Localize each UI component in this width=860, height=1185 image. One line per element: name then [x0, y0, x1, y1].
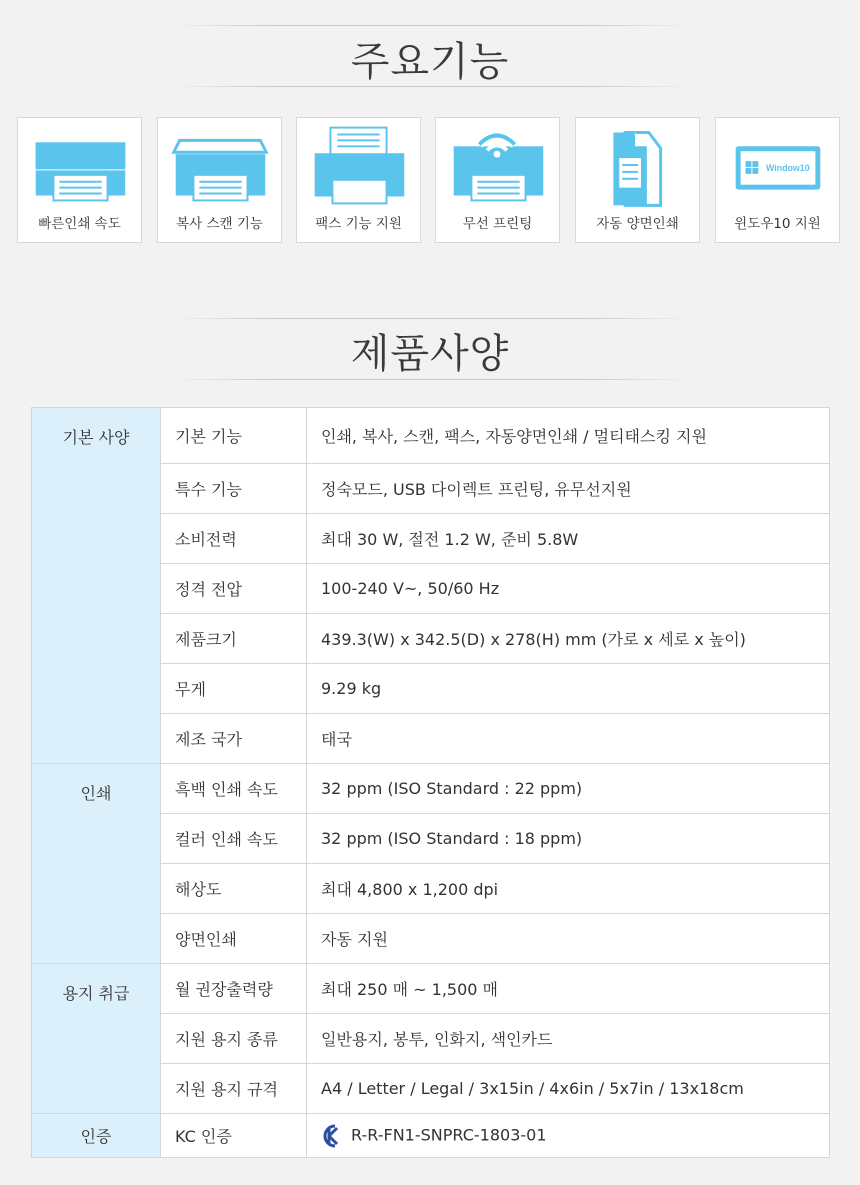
- spec-value: 태국: [307, 714, 830, 764]
- spec-key: 컬러 인쇄 속도: [161, 814, 307, 864]
- features-title: 주요기능: [350, 39, 510, 85]
- spec-key: 양면인쇄: [161, 914, 307, 964]
- table-row: [32, 408, 830, 464]
- spec-value: R-R-FN1-SNPRC-1803-01: [351, 1125, 547, 1144]
- feature-card: [157, 117, 282, 243]
- spec-key: 제품크기: [161, 614, 307, 664]
- spec-category: 용지 취급: [32, 964, 161, 1114]
- spec-key: 특수 기능: [161, 464, 307, 514]
- spec-value: 최대 250 매 ~ 1,500 매: [307, 964, 830, 1014]
- kc-certification-icon: [321, 1123, 343, 1149]
- feature-label: 자동 양면인쇄: [596, 216, 679, 232]
- copy-scan-icon: [158, 118, 281, 213]
- spec-value: 9.29 kg: [307, 664, 830, 714]
- feature-card: [575, 117, 700, 243]
- feature-label: 윈도우10 지원: [734, 216, 821, 232]
- spec-table: [31, 407, 830, 1158]
- spec-value: 32 ppm (ISO Standard : 22 ppm): [307, 764, 830, 814]
- spec-key: 기본 기능: [161, 408, 307, 464]
- spec-key: 제조 국가: [161, 714, 307, 764]
- table-row: [32, 764, 830, 814]
- spec-category: 인쇄: [32, 764, 161, 964]
- feature-card: [17, 117, 142, 243]
- table-row: [32, 964, 830, 1014]
- spec-category: 기본 사양: [32, 408, 161, 764]
- spec-key: 해상도: [161, 864, 307, 914]
- spec-category: 인증: [32, 1114, 161, 1158]
- spec-value: 32 ppm (ISO Standard : 18 ppm): [307, 814, 830, 864]
- duplex-print-icon: [576, 118, 699, 213]
- spec-key: 지원 용지 종류: [161, 1014, 307, 1064]
- spec-value: 인쇄, 복사, 스캔, 팩스, 자동양면인쇄 / 멀티태스킹 지원: [307, 408, 830, 464]
- specs-title: 제품사양: [350, 331, 510, 377]
- title-divider-top: [170, 25, 690, 26]
- spec-value: 100-240 V~, 50/60 Hz: [307, 564, 830, 614]
- table-row: [32, 1114, 830, 1158]
- title-divider-bottom: [170, 86, 690, 87]
- spec-key: 월 권장출력량: [161, 964, 307, 1014]
- spec-key: KC 인증: [161, 1114, 307, 1158]
- spec-value: 일반용지, 봉투, 인화지, 색인카드: [307, 1014, 830, 1064]
- feature-card: [715, 117, 840, 243]
- spec-value: 자동 지원: [307, 914, 830, 964]
- wireless-print-icon: [436, 118, 559, 213]
- spec-key: 소비전력: [161, 514, 307, 564]
- feature-card: [435, 117, 560, 243]
- feature-label: 빠른인쇄 속도: [38, 216, 121, 232]
- spec-value: 439.3(W) x 342.5(D) x 278(H) mm (가로 x 세로 x 높이): [307, 614, 830, 664]
- spec-value: 최대 30 W, 절전 1.2 W, 준비 5.8W: [307, 514, 830, 564]
- spec-key: 흑백 인쇄 속도: [161, 764, 307, 814]
- title-divider-top: [170, 318, 690, 319]
- spec-value: 최대 4,800 x 1,200 dpi: [307, 864, 830, 914]
- feature-label: 무선 프린팅: [462, 216, 533, 232]
- fast-print-icon: [18, 118, 141, 213]
- spec-value: A4 / Letter / Legal / 3x15in / 4x6in / 5x7in / 13x18cm: [307, 1064, 830, 1114]
- feature-list: [17, 117, 845, 245]
- title-divider-bottom: [170, 379, 690, 380]
- spec-value: 정숙모드, USB 다이렉트 프린팅, 유무선지원: [307, 464, 830, 514]
- feature-label: 복사 스캔 기능: [176, 216, 263, 232]
- spec-key: 지원 용지 규격: [161, 1064, 307, 1114]
- feature-card: [296, 117, 421, 243]
- spec-value-cell: [307, 1114, 830, 1158]
- fax-icon: [297, 118, 420, 213]
- spec-key: 무게: [161, 664, 307, 714]
- windows-badge-text: Window10: [766, 162, 810, 173]
- windows10-icon: [716, 118, 839, 213]
- spec-key: 정격 전압: [161, 564, 307, 614]
- feature-label: 팩스 기능 지원: [315, 216, 402, 232]
